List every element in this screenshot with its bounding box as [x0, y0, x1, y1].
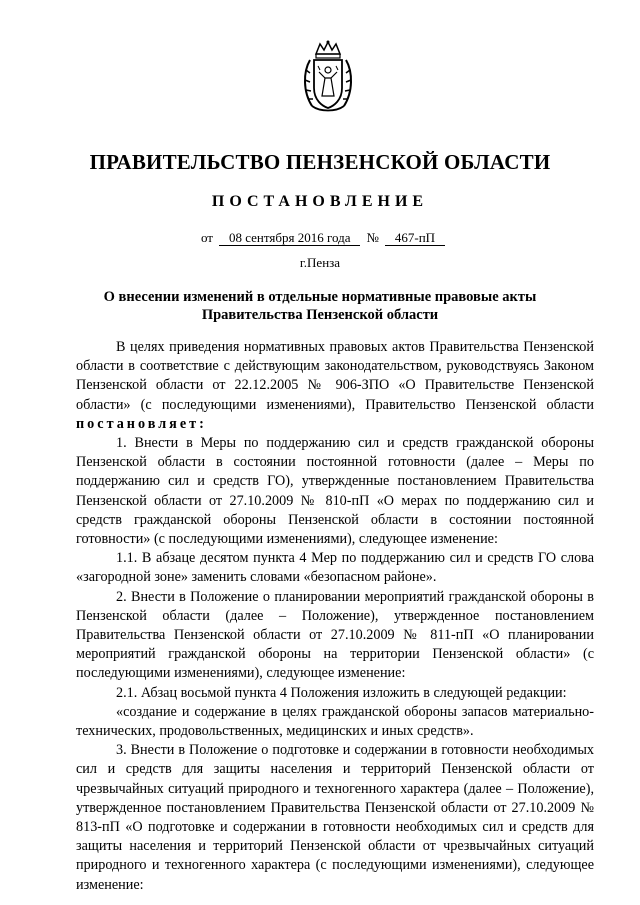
document-number: 467-пП	[385, 230, 445, 246]
document-subject	[0, 288, 640, 324]
subject-line-1: О внесении изменений в отдельные нормативные правовые акты	[103, 289, 537, 305]
resolution-word: постановляет:	[76, 415, 207, 432]
intro-paragraph	[76, 338, 594, 434]
paragraph-1: 1. Внести в Меры по поддержанию сил и средств гражданской обороны Пензенской области в состоянии постоянной готовности (далее – Меры по поддержанию сил и средств ГО), утвержденные постановлением Правительства Пензенской области от 27.10.2009 № 810-пП «О мерах по поддержанию сил и средств гражданской обороны Пензенской области в состоянии постоянной готовности» (с последующими изменениями), следующее изменение:	[76, 435, 594, 548]
government-title: ПРАВИТЕЛЬСТВО ПЕНЗЕНСКОЙ ОБЛАСТИ	[89, 150, 551, 174]
document-type: ПОСТАНОВЛЕНИЕ	[211, 193, 429, 210]
city: г.Пенза	[299, 255, 341, 270]
paragraph-2: 2. Внести в Положение о планировании мероприятий гражданской обороны в Пензенской области (далее – Положение), утвержденное постановлением Правительства Пензенской области от 27.10.2009 № 811-пП «О планировании мероприятий гражданской обороны на территории Пензенской области» (с последующими изменениями), следующее изменение:	[76, 588, 594, 682]
penza-region-coat-of-arms-icon	[300, 40, 356, 114]
document-date: 08 сентября 2016 года	[219, 230, 361, 246]
paragraph-1-1: 1.1. В абзаце десятом пункта 4 Мер по поддержанию сил и средств ГО слова «загородной зоне» заменить словами «безопасном районе».	[76, 550, 594, 586]
intro-text: В целях приведения нормативных правовых актов Правительства Пензенской области в соответствие с действующим законодательством, руководствуясь Законом Пензенской области от 22.12.2005 № 906-ЗПО «О Правительстве Пензенской области» (с последующими изменениями), Правительство Пензенской области	[76, 339, 594, 413]
document-body	[76, 338, 594, 895]
date-prefix: от	[200, 230, 213, 245]
paragraph-3: 3. Внести в Положение о подготовке и содержании в готовности необходимых сил и средств для защиты населения и территорий Пензенской области от чрезвычайных ситуаций природного и техногенного характера (далее – Положение), утвержденное постановлением Правительства Пензенской области от 27.10.2009 № 813-пП «О подготовке и содержании в готовности необходимых сил и средств для защиты населения и территорий Пензенской области от чрезвычайных ситуаций природного и техногенного характера (с последующими изменениями), следующее изменение:	[76, 742, 594, 893]
subject-line-2: Правительства Пензенской области	[201, 307, 439, 323]
paragraph-2-1-quote: «создание и содержание в целях гражданской обороны запасов материально-технических, продовольственных, медицинских и иных средств».	[76, 703, 594, 740]
number-prefix: №	[366, 230, 379, 245]
paragraph-2-1: 2.1. Абзац восьмой пункта 4 Положения изложить в следующей редакции:	[116, 684, 567, 701]
date-number-line	[0, 230, 640, 246]
